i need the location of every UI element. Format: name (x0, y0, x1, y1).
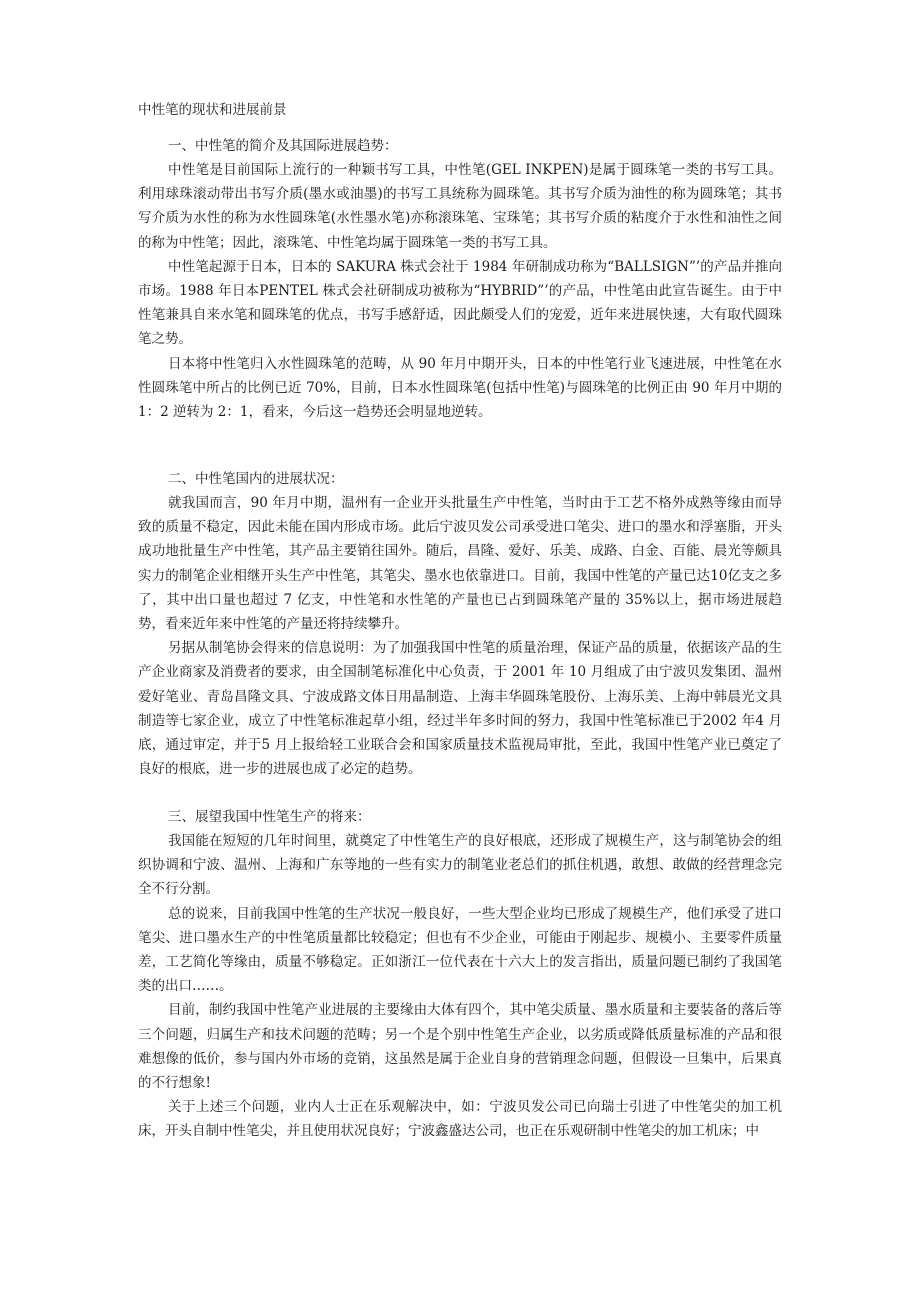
document-title: 中性笔的现状和进展前景 (138, 102, 287, 118)
section-domestic-status (138, 467, 782, 781)
paragraph: 总的说来，目前我国中性笔的生产状况一般良好，一些大型企业均已形成了规模生产，他们承受了进口笔尖、进口墨水生产的中性笔质量都比较稳定；但也有不少企业，可能由于刚起步、规模小、主要零件质量差，工艺简化等缘由，质量不够稳定。正如浙江一位代表在十六大上的发言指出，质量问题已制约了我国笔类的出口……。 (138, 905, 782, 995)
section-future-outlook (138, 805, 782, 1144)
section-international-trends (138, 134, 782, 424)
section-heading: 二、中性笔国内的进展状况： (168, 471, 344, 487)
paragraph: 中性笔是目前国际上流行的一种颖书写工具，中性笔(GEL INKPEN)是属于圆珠笔一类的书写工具。利用球珠滚动带出书写介质(墨水或油墨)的书写工具统称为圆珠笔。其书写介质为油性的称为圆珠笔；其书写介质为水性的称为水性圆珠笔(水性墨水笔)亦称滚珠笔、宝珠笔；其书写介质的粘度介于水性和油性之间的称为中性笔；因此，滚珠笔、中性笔均属于圆珠笔一类的书写工具。 (138, 162, 782, 251)
section-heading: 三、展望我国中性笔生产的将来： (168, 809, 371, 825)
paragraph: 目前，制约我国中性笔产业进展的主要缘由大体有四个，其中笔尖质量、墨水质量和主要装备的落后等三个问题，归属生产和技术问题的范畴；另一个是个别中性笔生产企业，以劣质或降低质量标准的产品和很难想像的低价，参与国内外市场的竞销，这虽然是属于企业自身的营销理念问题，但假设一旦集中，后果真的不行想象! (138, 1002, 782, 1092)
paragraph: 我国能在短短的几年时间里，就奠定了中性笔生产的良好根底，还形成了规模生产，这与制笔协会的组织协调和宁波、温州、上海和广东等地的一些有实力的制笔业老总们的抓住机遇，敢想、敢做的经营理念完全不行分割。 (138, 833, 782, 898)
paragraph: 关于上述三个问题，业内人士正在乐观解决中，如：宁波贝发公司已向瑞士引进了中性笔尖的加工机床，开头自制中性笔尖，并且使用状况良好；宁波鑫盛达公司，也正在乐观研制中性笔尖的加工机床；中 (138, 1099, 782, 1140)
paragraph: 就我国而言，90 年月中期，温州有一企业开头批量生产中性笔，当时由于工艺不格外成熟等缘由而导致的质量不稳定，因此未能在国内形成市场。此后宁波贝发公司承受进口笔尖、进口的墨水和浮塞脂，开头成功地批量生产中性笔，其产品主要销往国外。随后，昌隆、爱好、乐美、成路、白金、百能、晨光等颇具实力的制笔企业相继开头生产中性笔，其笔尖、墨水也依靠进口。目前，我国中性笔的产量已达10亿支之多了，其中出口量也超过 7 亿支，中性笔和水性笔的产量也已占到圆珠笔产量的 35%以上，据市场进展趋势，看来近年来中性笔的产量还将持续攀升。 (138, 495, 782, 633)
paragraph: 中性笔起源于日本，日本的 SAKURA 株式会社于 1984 年研制成功称为“BALLSIGN”’的产品并推向市场。1988 年日本PENTEL 株式会社研制成功被称为“HYBRID”’的产品，中性笔由此宣告诞生。由于中性笔兼具自来水笔和圆珠笔的优点，书写手感舒适，因此颇受人们的宠爱，近年来进展快速，大有取代圆珠笔之势。 (138, 258, 782, 348)
section-heading: 一、中性笔的简介及其国际进展趋势： (168, 138, 398, 154)
paragraph: 日本将中性笔归入水性圆珠笔的范畴，从 90 年月中期开头，日本的中性笔行业飞速进展，中性笔在水性圆珠笔中所占的比例已近 70%，目前，日本水性圆珠笔(包括中性笔)与圆珠笔的比例正由 90 年月中期的 1：2 逆转为 2：1，看来，今后这一趋势还会明显地逆转。 (138, 355, 782, 421)
paragraph: 另据从制笔协会得来的信息说明：为了加强我国中性笔的质量治理，保证产品的质量，依据该产品的生产企业商家及消费者的要求，由全国制笔标准化中心负责，于 2001 年 10 月组成了由宁波贝发集团、温州爱好笔业、青岛昌隆文具、宁波成路文体日用晶制造、上海丰华圆珠笔股份、上海乐美、上海中韩晨光文具制造等七家企业，成立了中性笔标准起草小组，经过半年多时间的努力，我国中性笔标准已于2002 年4 月底，通过审定，并于5 月上报给轻工业联合会和国家质量技术监视局审批，至此，我国中性笔产业已奠定了良好的根底，进一步的进展也成了必定的趋势。 (138, 640, 782, 778)
